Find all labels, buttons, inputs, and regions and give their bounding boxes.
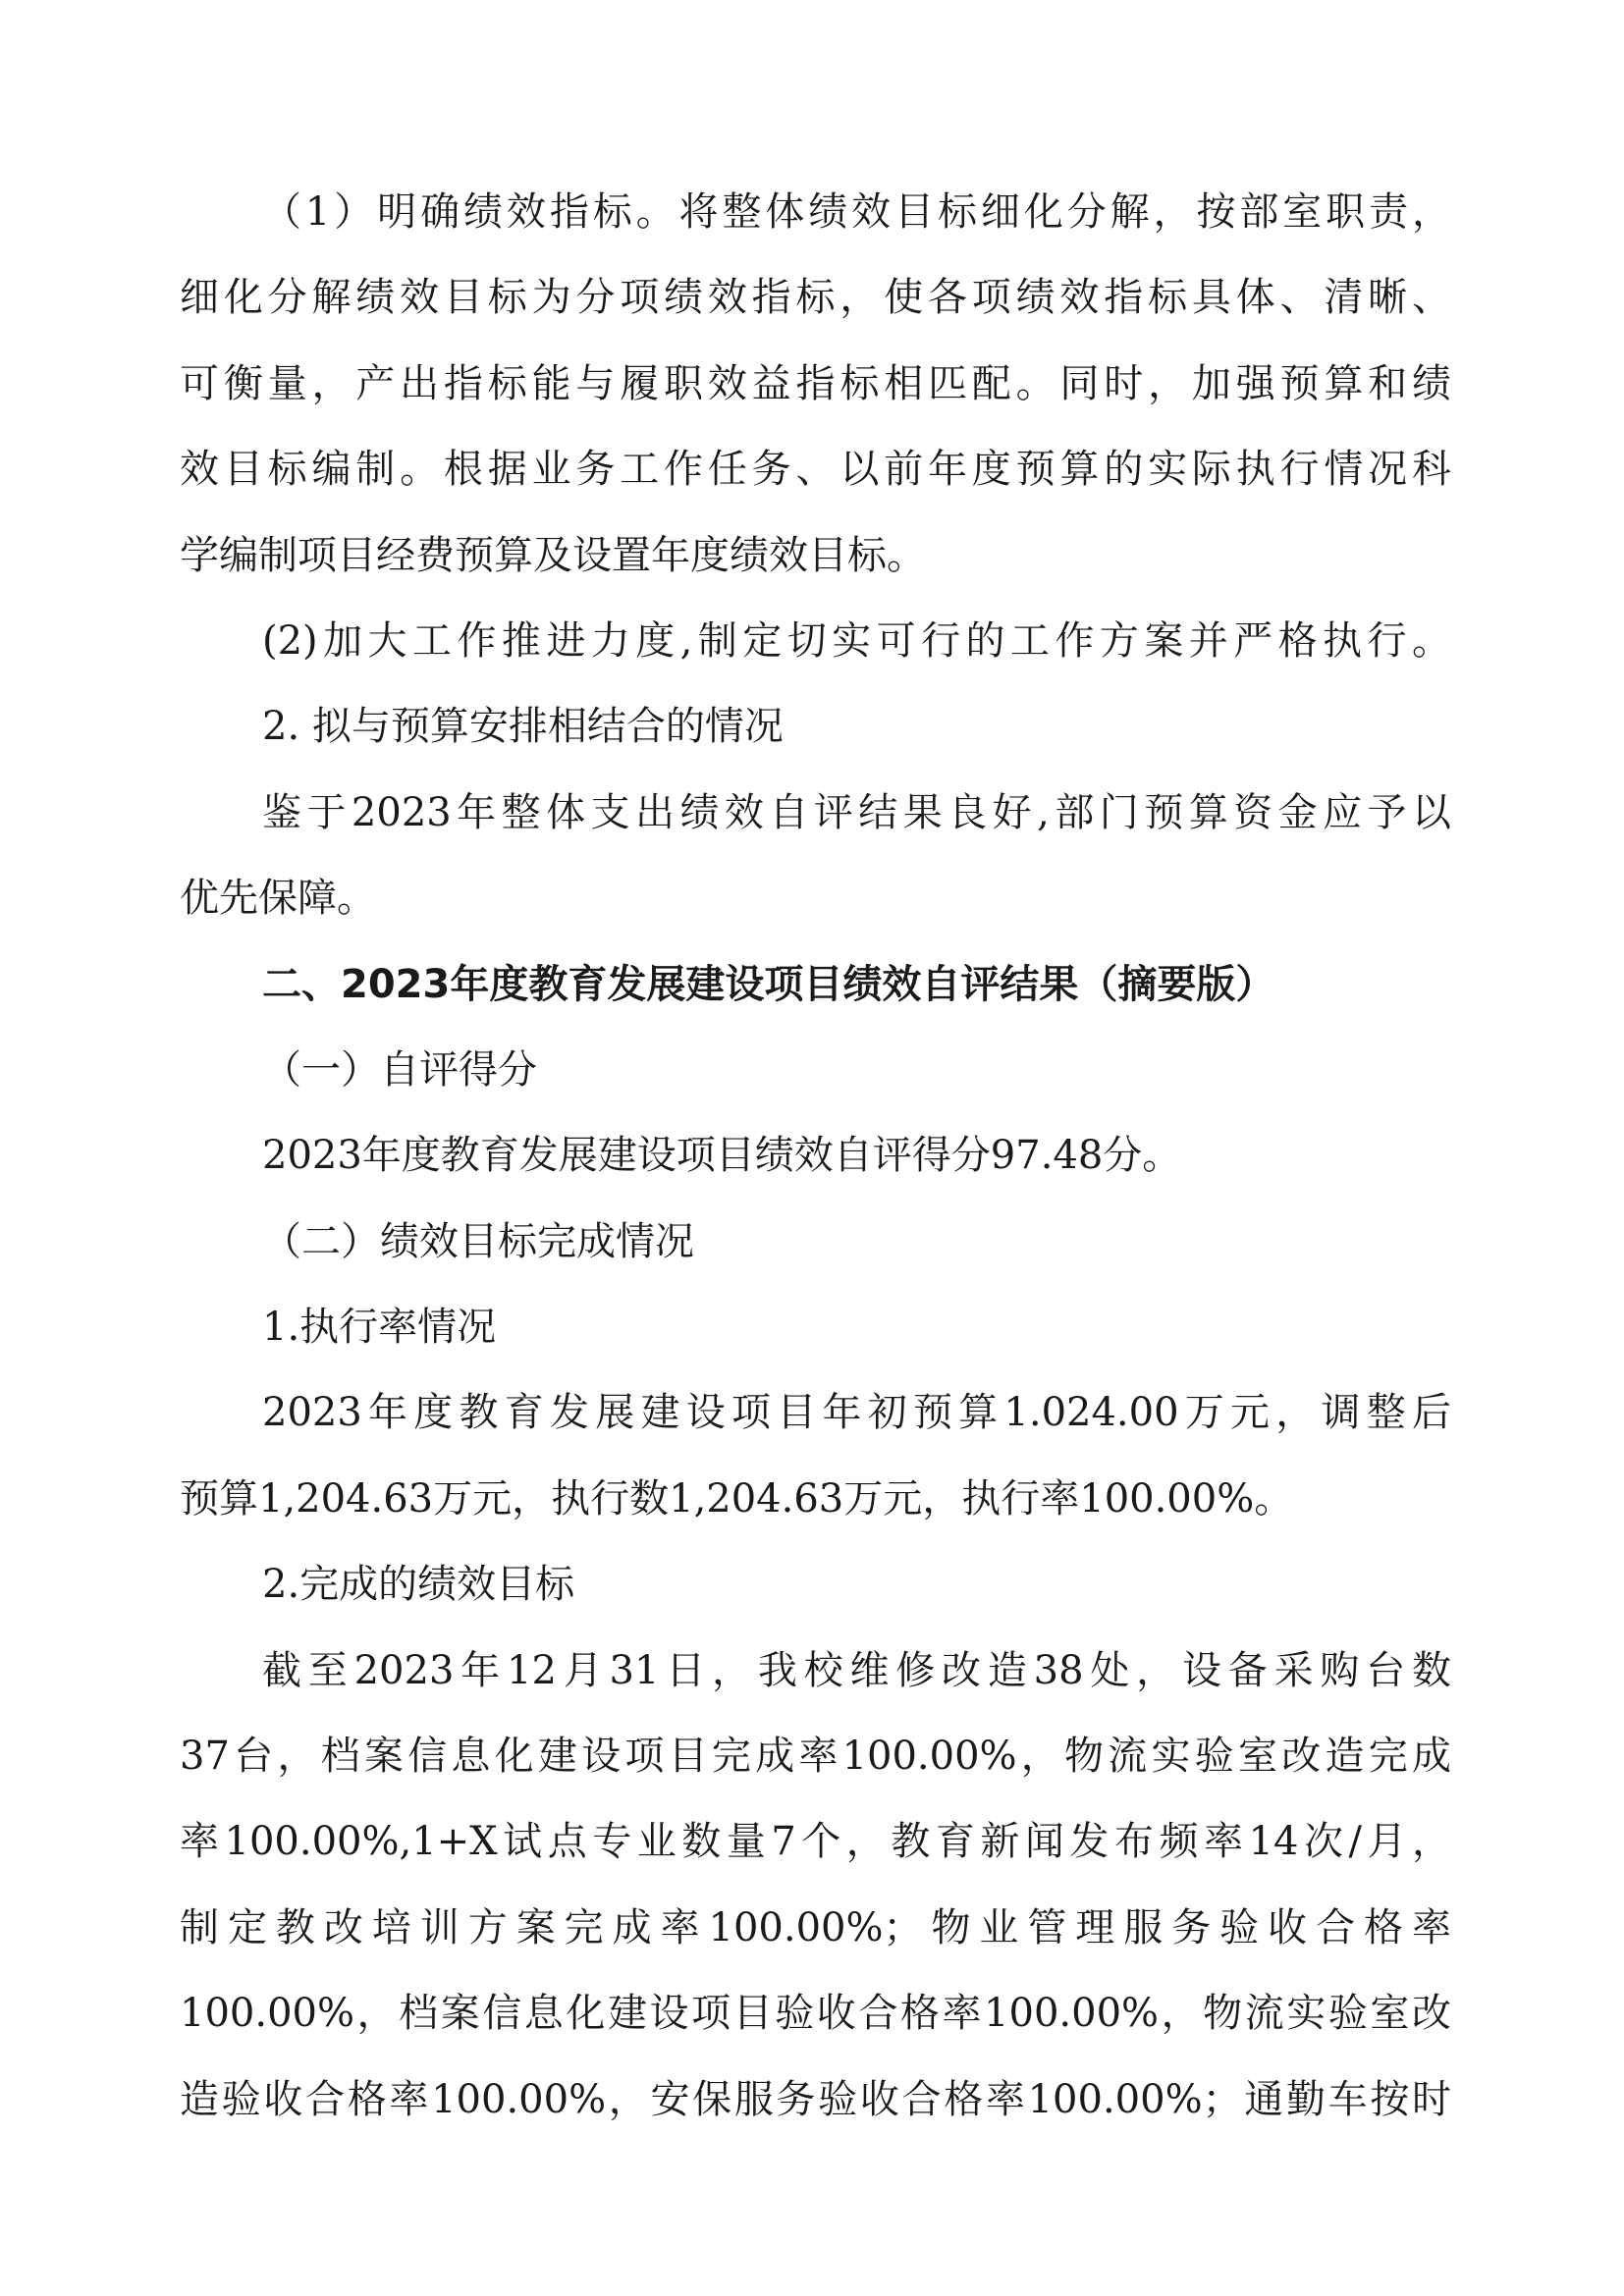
text-line-4: 效目标编制。根据业务工作任务、以前年度预算的实际执行情况科 [180,447,1451,493]
text-line-goals-4: 制定教改培训方案完成率100.00%；物业管理服务验收合格率 [180,1904,1451,1950]
text-line-goals-5: 100.00%，档案信息化建设项目验收合格率100.00%，物流实验室改 [180,1991,1451,2037]
text-line-9: 优先保障。 [180,876,376,922]
text-line-goals-1: 截至2023年12月31日，我校维修改造38处，设备采购台数 [262,1647,1451,1693]
text-line-score: 2023年度教育发展建设项目绩效自评得分97.48分。 [262,1133,1182,1179]
text-line-2: 细化分解绩效目标为分项绩效指标，使各项绩效指标具体、清晰、 [180,275,1451,321]
text-line-6: (2)加大工作推进力度,制定切实可行的工作方案并严格执行。 [262,617,1451,664]
subheading-execution-rate: 1.执行率情况 [262,1305,497,1351]
text-line-5: 学编制项目经费预算及设置年度绩效目标。 [180,532,926,578]
subheading-self-score: （一）自评得分 [262,1046,537,1093]
text-line-goals-6: 造验收合格率100.00%，安保服务验收合格率100.00%；通勤车按时 [180,2076,1451,2122]
text-line-7: 2. 拟与预算安排相结合的情况 [262,704,784,750]
text-line-3: 可衡量，产出指标能与履职效益指标相匹配。同时，加强预算和绩 [180,360,1451,406]
text-line-budget-2: 预算1,204.63万元，执行数1,204.63万元，执行率100.00%。 [180,1475,1294,1522]
document-page [180,185,1451,2158]
text-line-8: 鉴于2023年整体支出绩效自评结果良好,部门预算资金应予以 [262,789,1451,835]
text-line-1: （1）明确绩效指标。将整体绩效目标细化分解，按部室职责， [262,189,1451,235]
subheading-completed-goals: 2.完成的绩效目标 [262,1562,575,1608]
text-line-goals-3: 率100.00%,1+X试点专业数量7个，教育新闻发布频率14次/月， [180,1819,1451,1865]
section-heading: 二、2023年度教育发展建设项目绩效自评结果（摘要版） [262,961,1275,1007]
text-line-budget-1: 2023年度教育发展建设项目年初预算1.024.00万元，调整后 [262,1390,1451,1436]
text-line-goals-2: 37台，档案信息化建设项目完成率100.00%，物流实验室改造完成 [180,1734,1451,1780]
subheading-goal-completion: （二）绩效目标完成情况 [262,1218,694,1264]
